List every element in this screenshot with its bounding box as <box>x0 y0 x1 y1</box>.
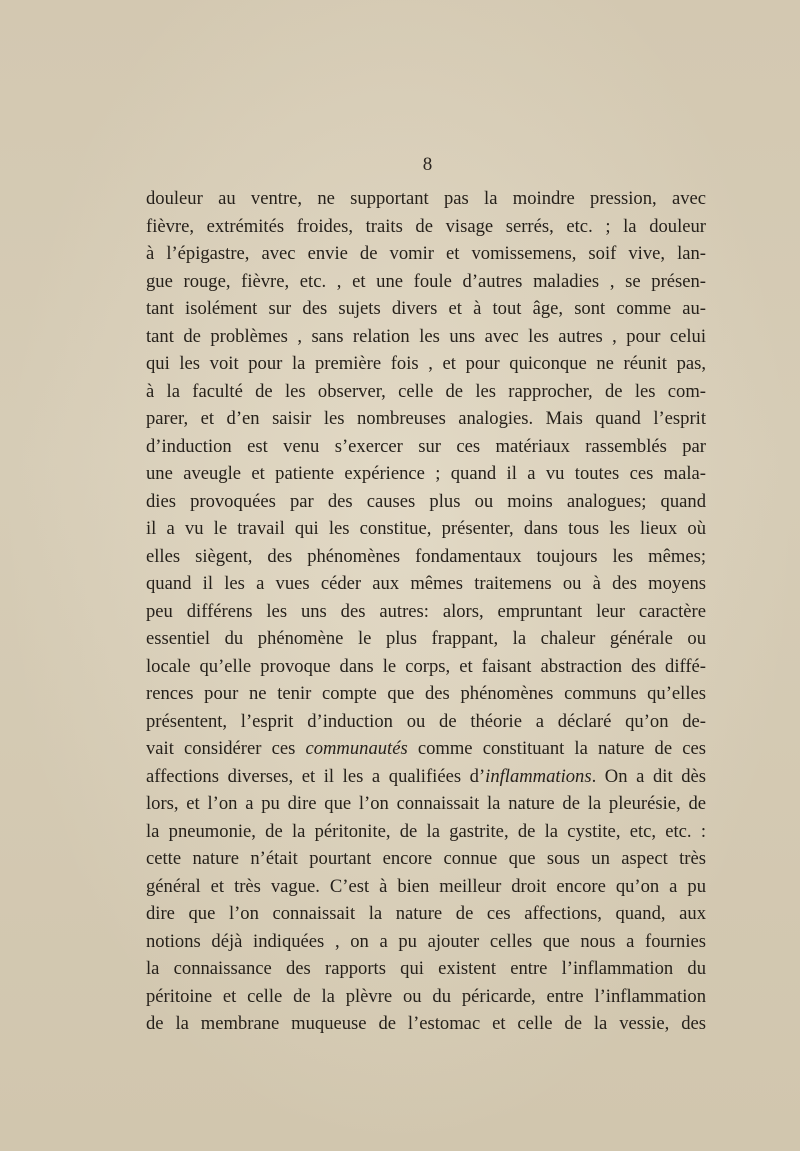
text-line: d’induction est venu s’exercer sur ces matériaux rassemblés par <box>146 435 706 457</box>
text-line: présentent, l’esprit d’induction ou de théorie a déclaré qu’on de- <box>146 710 706 732</box>
italic-term: communautés <box>305 738 408 759</box>
text-line: peu différens les uns des autres: alors, empruntant leur caractère <box>146 600 706 622</box>
text-line-with-italic <box>146 735 706 763</box>
text-line: de la membrane muqueuse de l’estomac et celle de la vessie, des <box>146 1013 706 1034</box>
text-segment: affections diverses, et il les a qualifiées d’ <box>146 765 486 787</box>
text-segment: . On a dit dès <box>591 765 706 787</box>
text-line: cette nature n’était pourtant encore connue que sous un aspect très <box>146 848 706 869</box>
text-line: dire que l’on connaissait la nature de ces affections, quand, aux <box>146 903 706 924</box>
text-line: la connaissance des rapports qui existent entre l’inflammation du <box>146 958 706 979</box>
text-line: une aveugle et patiente expérience ; quand il a vu toutes ces mala- <box>146 463 706 484</box>
text-line: parer, et d’en saisir les nombreuses analogies. Mais quand l’esprit <box>146 408 706 429</box>
text-line: rences pour ne tenir compte que des phénomènes communs qu’elles <box>146 683 706 704</box>
text-line: à la faculté de les observer, celle de les rapprocher, de les com- <box>146 380 706 402</box>
text-line: notions déjà indiquées , on a pu ajouter celles que nous a fournies <box>146 930 706 952</box>
text-line: il a vu le travail qui les constitue, présenter, dans tous les lieux où <box>146 518 706 539</box>
text-line: péritoine et celle de la plèvre ou du péricarde, entre l’inflammation <box>146 985 706 1007</box>
text-line: locale qu’elle provoque dans le corps, et faisant abstraction des diffé- <box>146 655 706 677</box>
text-segment: vait considérer ces <box>146 738 306 759</box>
text-line: qui les voit pour la première fois , et pour quiconque ne réunit pas, <box>146 353 706 374</box>
text-line: dies provoquées par des causes plus ou moins analogues; quand <box>146 490 706 512</box>
text-line: général et très vague. C’est à bien meilleur droit encore qu’on a pu <box>146 875 706 897</box>
text-line: quand il les a vues céder aux mêmes traitemens ou à des moyens <box>146 573 706 594</box>
text-line-with-italic <box>146 763 706 791</box>
text-line: essentiel du phénomène le plus frappant, la chaleur générale ou <box>146 628 706 649</box>
text-line: fièvre, extrémités froides, traits de visage serrés, etc. ; la douleur <box>146 215 706 237</box>
text-segment: comme constituant la nature de ces <box>407 738 706 759</box>
text-line: lors, et l’on a pu dire que l’on connaissait la nature de la pleurésie, de <box>146 793 706 814</box>
text-line: tant isolément sur des sujets divers et à tout âge, sont comme au- <box>146 298 706 319</box>
italic-term: inflammations <box>485 765 592 787</box>
text-line: la pneumonie, de la péritonite, de la gastrite, de la cystite, etc, etc. : <box>146 820 706 842</box>
text-line: à l’épigastre, avec envie de vomir et vomissemens, soif vive, lan- <box>146 243 706 264</box>
text-line: elles siègent, des phénomènes fondamentaux toujours les mêmes; <box>146 545 706 567</box>
page-number: 8 <box>422 154 433 175</box>
text-line: gue rouge, fièvre, etc. , et une foule d’autres maladies , se présen- <box>146 270 706 292</box>
text-line: douleur au ventre, ne supportant pas la moindre pression, avec <box>146 188 706 209</box>
body-text <box>146 185 706 1038</box>
text-line: tant de problèmes , sans relation les uns avec les autres , pour celui <box>146 325 706 347</box>
